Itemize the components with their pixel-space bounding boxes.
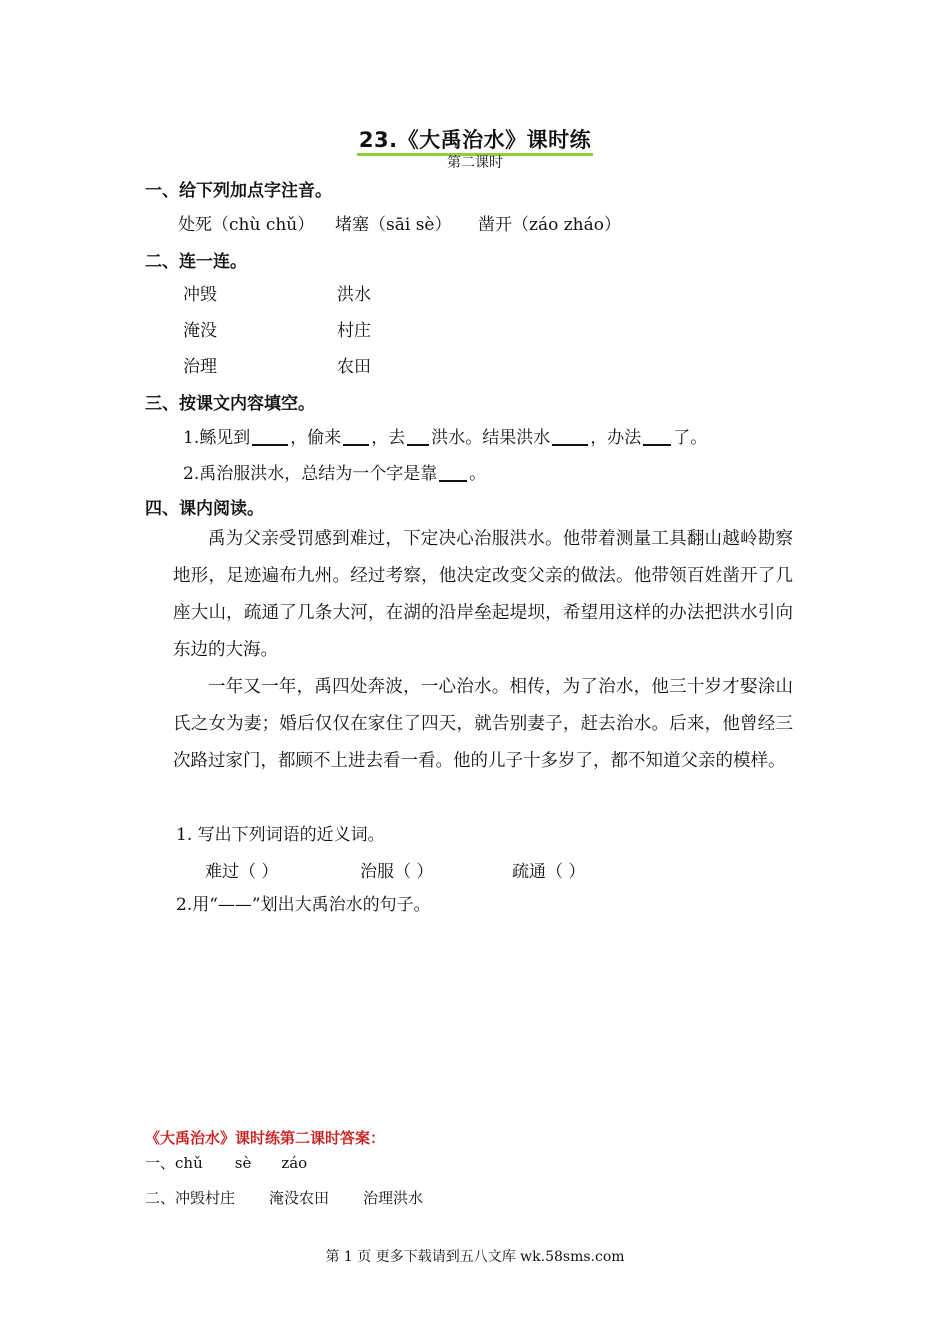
pinyin-item: 堵塞（sāi sè） xyxy=(335,215,452,235)
reading-passage xyxy=(173,521,793,780)
reading-question-1: 1. 写出下列词语的近义词。 xyxy=(176,825,385,845)
passage-paragraph-2: 一年又一年，禹四处奔波，一心治水。相传，为了治水，他三十岁才娶涂山氏之女为妻；婚后仅仅在家住了四天，就告别妻子，赶去治水。后来，他曾经三次路过家门，都顾不上进去看一看。他的儿子十多岁了，都不知道父亲的模样。 xyxy=(173,677,793,771)
match-left-word: 淹没 xyxy=(183,321,217,341)
synonym-item: 治服（ ） xyxy=(360,862,434,882)
answer-blank[interactable] xyxy=(252,428,288,446)
match-right-word: 农田 xyxy=(337,357,371,377)
match-left-word: 治理 xyxy=(183,357,217,377)
section-4-heading: 四、课内阅读。 xyxy=(145,499,264,519)
pinyin-item: 处死（chù chǔ） xyxy=(178,215,315,235)
match-right-word: 洪水 xyxy=(337,285,371,305)
answer-blank[interactable] xyxy=(407,428,429,446)
answer-blank[interactable] xyxy=(343,428,369,446)
synonym-item: 难过（ ） xyxy=(205,862,279,882)
fill-blank-question-1: 1.鲧见到 ，偷来 ，去 洪水。结果洪水 ，办法 了。 xyxy=(183,428,708,448)
match-left-word: 冲毁 xyxy=(183,285,217,305)
answer-blank[interactable] xyxy=(552,428,588,446)
answer-1: 一、chǔ sè záo xyxy=(145,1154,308,1172)
section-1-heading: 一、给下列加点字注音。 xyxy=(145,181,332,201)
page-subtitle: 第二课时 xyxy=(447,155,503,171)
synonym-item: 疏通（ ） xyxy=(512,862,586,882)
fill-blank-question-2: 2.禹治服洪水，总结为一个字是靠 。 xyxy=(183,464,487,484)
answer-blank[interactable] xyxy=(643,428,671,446)
page-footer: 第 1 页 更多下载请到五八文库 wk.58sms.com xyxy=(325,1249,625,1265)
section-3-heading: 三、按课文内容填空。 xyxy=(145,394,315,414)
pinyin-item: 凿开（záo zháo） xyxy=(478,215,622,235)
answer-2: 二、冲毁村庄 淹没农田 治理洪水 xyxy=(145,1189,424,1207)
passage-paragraph-1: 禹为父亲受罚感到难过，下定决心治服洪水。他带着测量工具翻山越岭勘察地形，足迹遍布九州。经过考察，他决定改变父亲的做法。他带领百姓凿开了几座大山，疏通了几条大河，在湖的沿岸垒起堤坝，希望用这样的办法把洪水引向东边的大海。 xyxy=(173,529,793,660)
reading-question-2: 2.用“——”划出大禹治水的句子。 xyxy=(176,895,431,915)
match-right-word: 村庄 xyxy=(337,321,371,341)
page-title: 23.《大禹治水》课时练 xyxy=(0,124,950,154)
answer-blank[interactable] xyxy=(439,464,467,482)
section-2-heading: 二、连一连。 xyxy=(145,252,247,272)
answers-heading: 《大禹治水》课时练第二课时答案： xyxy=(145,1129,386,1147)
